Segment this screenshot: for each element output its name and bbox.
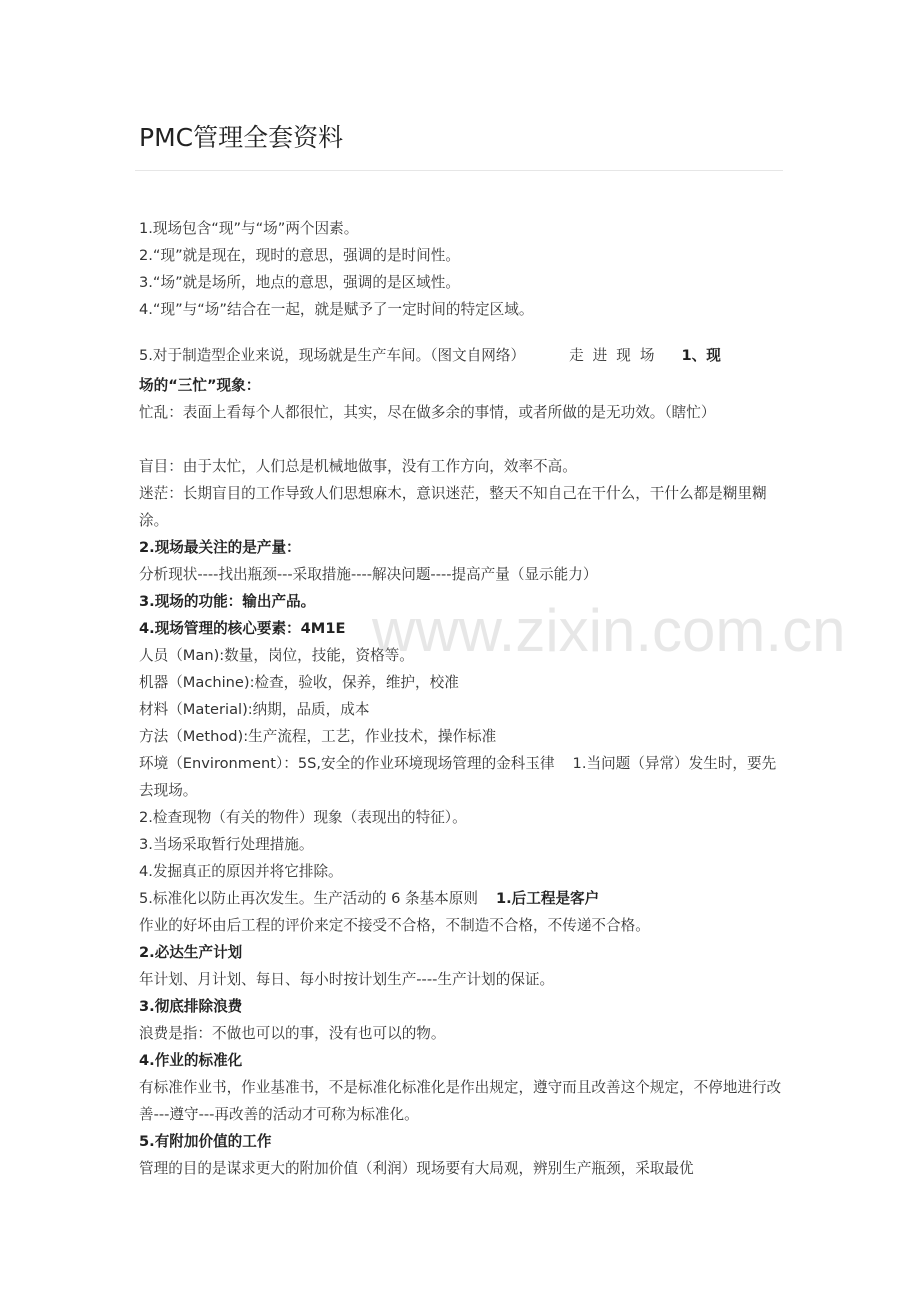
heading-1-start: 1、现 bbox=[681, 347, 721, 364]
principle-3-text: 浪费是指：不做也可以的事，没有也可以的物。 bbox=[139, 1025, 446, 1042]
rule-2: 2.检查现物（有关的物件）现象（表现出的特征）。 bbox=[139, 809, 467, 826]
principle-5-text: 管理的目的是谋求更大的附加价值（利润）现场要有大局观，辨别生产瓶颈，采取最优 bbox=[139, 1160, 694, 1177]
intro-line-4: 4.“现”与“场”结合在一起，就是赋予了一定时间的特定区域。 bbox=[139, 301, 534, 318]
intro-line-3: 3.“场”就是场所，地点的意思，强调的是区域性。 bbox=[139, 274, 460, 291]
rule-3: 3.当场采取暂行处理措施。 bbox=[139, 836, 314, 853]
title-divider bbox=[135, 170, 783, 171]
document-title: PMC管理全套资料 bbox=[139, 123, 344, 152]
principle-2-heading: 2.必达生产计划 bbox=[139, 944, 243, 961]
blind-busy: 盲目：由于太忙，人们总是机械地做事，没有工作方向，效率不高。 bbox=[139, 458, 577, 475]
principle-5-heading: 5.有附加价值的工作 bbox=[139, 1133, 272, 1150]
analysis-flow: 分析现状----找出瓶颈---采取措施----解决问题----提高产量（显示能力） bbox=[139, 566, 598, 583]
walk-into-site: 走进现场 bbox=[569, 347, 664, 364]
principle-4-text: 有标准作业书，作业基准书，不是标准化标准化是作出规定，遵守而且改善这个规定，不停地进行改善---遵守---再改善的活动才可称为标准化。 bbox=[139, 1079, 782, 1123]
principle-4-heading: 4.作业的标准化 bbox=[139, 1052, 243, 1069]
intro-line-1: 1.现场包含“现”与“场”两个因素。 bbox=[139, 220, 359, 237]
environment-text: 环境（Environment）：5S,安全的作业环境现场管理的金科玉律 bbox=[139, 755, 555, 772]
rule-4: 4.发掘真正的原因并将它排除。 bbox=[139, 863, 343, 880]
heading-three-busy: 场的“三忙”现象： bbox=[139, 377, 261, 394]
factor-machine: 机器（Machine):检查，验收，保养，维护，校准 bbox=[139, 674, 459, 691]
heading-4: 4.现场管理的核心要素：4M1E bbox=[139, 620, 346, 637]
watermark: www.zixin.com.cn bbox=[372, 597, 846, 664]
principle-1-text: 作业的好坏由后工程的评价来定不接受不合格，不制造不合格，不传递不合格。 bbox=[139, 917, 650, 934]
paragraph-5 bbox=[139, 342, 783, 369]
principle-1-heading: 1.后工程是客户 bbox=[495, 890, 600, 907]
heading-2: 2.现场最关注的是产量： bbox=[139, 539, 301, 556]
factor-man: 人员（Man):数量，岗位，技能，资格等。 bbox=[139, 647, 414, 664]
rule-5-text: 5.标准化以防止再次发生。生产活动的 6 条基本原则 bbox=[139, 890, 478, 907]
factor-environment bbox=[139, 750, 783, 804]
factor-method: 方法（Method):生产流程，工艺，作业技术，操作标准 bbox=[139, 728, 497, 745]
rule-5 bbox=[139, 885, 783, 912]
intro-line-2: 2.“现”就是现在，现时的意思，强调的是时间性。 bbox=[139, 247, 460, 264]
rule-1: 1.当问题（异常）发生时，要先去现场。 bbox=[139, 755, 777, 799]
paragraph-5-text: 5.对于制造型企业来说，现场就是生产车间。（图文自网络） bbox=[139, 347, 526, 364]
factor-material: 材料（Material):纳期，品质，成本 bbox=[139, 701, 370, 718]
principle-2-text: 年计划、月计划、每日、每小时按计划生产----生产计划的保证。 bbox=[139, 971, 555, 988]
heading-3: 3.现场的功能：输出产品。 bbox=[139, 593, 316, 610]
principle-3-heading: 3.彻底排除浪费 bbox=[139, 998, 243, 1015]
confused-busy: 迷茫：长期盲目的工作导致人们思想麻木，意识迷茫，整天不知自己在干什么，干什么都是糊里糊涂。 bbox=[139, 485, 767, 529]
busy-chaos: 忙乱：表面上看每个人都很忙，其实，尽在做多余的事情，或者所做的是无功效。（瞎忙） bbox=[139, 404, 716, 421]
